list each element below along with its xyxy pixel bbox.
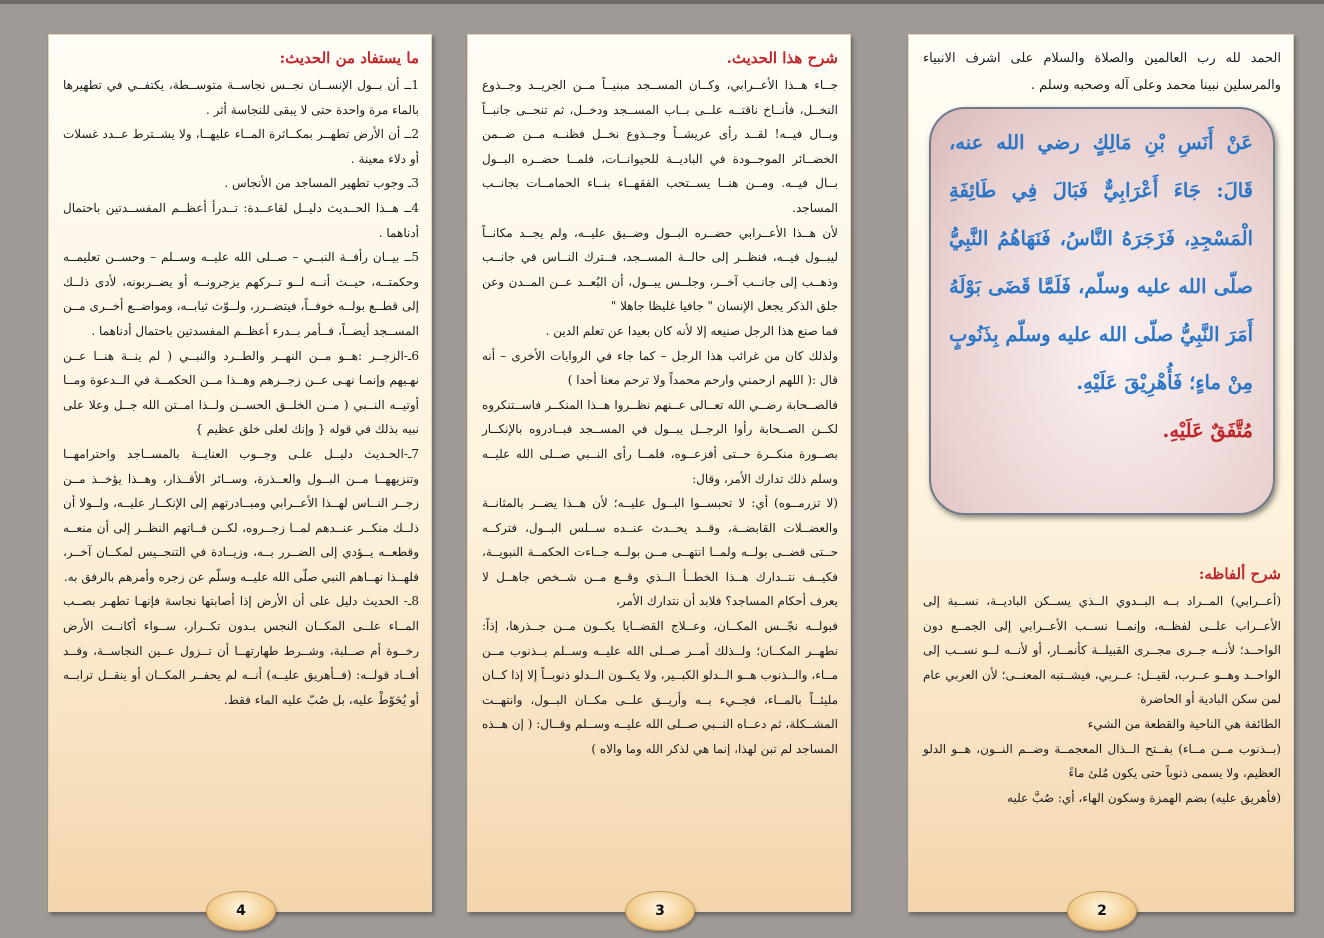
explanation-paragraph: فالصــحابة رضــي الله تعــالى عــنهم نظــروا هــذا المنكــر فاســتنكروه لكــن الصــحابة رأوا الرجــل يبــول في المســجد فبــادروه بالإنكــار بصــورة منكــرة حــتى أفزعــوه، فلمــا رأى النــبي صــلى الله عليــه وسلم ذلك تدارك الأمر، وقال: [482, 397, 838, 486]
page-3-panel [467, 34, 851, 919]
explanation-paragraph: (لا تزرمــوه) أي: لا تحبســوا البــول عليــه؛ لأن هــذا يضــر بالمثانــة والعضــلات القابضــة، وقــد يحــدث عنــده ســلس البــول، فتركــه حــتى قضــى بولــه ولمــا انتهــى مــن بولــه جــاءت الحكمــة النبويــة، فكيــف نتــدارك هــذا الخطــأ الــذي وقــع مــن شــخص جاهــل لا يعرف أحكام المساجد؟ فلابد أن نتدارك الأمر، [482, 496, 838, 609]
explanation-paragraph: جــاء هــذا الأعــرابي، وكــان المســجد مبنيــاً مــن الجريــد وجــذوع النخــل، فأنــاخ ناقتــه علــى بــاب المســجد ودخــل، ثم تنحــى جانبــاً وبــال فيــه! لقــد رأى عريشــاً وجــذوع نخــل فظنــه مــن ضــمن الخضــائر الموجــودة في الباديــة للحيوانــات، فلمــا حضــره البــول بــال فيــه. ومــن هنــا يســتحب الفقهــاء بنــاء الحمامــات بجانــب المساجد. [482, 78, 838, 215]
page-number-badge: 3 [625, 891, 695, 931]
vocabulary-heading: شرح ألفاظه: [1198, 565, 1281, 583]
vocabulary-item: (أعــرابي) المــراد بــه البــدوي الــذي يســكن الباديــة، نســبة إلى الأعــراب علــى لفظــه، وإنمــا نســب الأعــرابي إلى الجمــع دون الواحــد؛ لأنــه جــرى مجــرى القبيلــة كأنمــار، أو لأنــه لــو نســب إلى الواحــد وهــو عــرب، لقيــل: عــربي، فيشــتبه المعنــى؛ لأن العربي عام لمن سكن البادية أو الحاضرة [923, 594, 1281, 707]
explanation-paragraph: فبولــه نجّــس المكــان، وعــلاج القضــايا يكــون مــن جــذرها، إذاً: نطهــر المكــان؛ ولــذلك أمــر صــلى الله عليــه وســلم بــذنوب مــن مــاء، والــذنوب هــو الــدلو الكبــير، ولا يكــون الــدلو ذنوبــاً إلا إذا كــان مليئــاً بالمــاء، فجــيء بــه وأريــق علــى مكــان البــول، وانتهــت المشــكلة، ثم دعــاه النــبي صــلى الله عليــه وســلم وقــال: ( إن هــذه المساجد لم تبن لهذا، إنما هي لذكر الله وما والاه ) [481, 619, 838, 757]
explanation-paragraph: لأن هــذا الأعــرابي حضــره البــول وضــيق عليــه، ولم يجــد مكانــاً ليبــول فيــه، فنظــر إلى حالــة المســجد، فــترك النــاس في جانــب وذهــب إلى جانــب آخــر، وجلــس يبــول، أن البُعــد عــن المــدن وعن جلق الذكر يجعل الإنسان " جافيا غليظا جاهلا " [482, 225, 838, 314]
benefit-item: 8ـ- الحديث دليل على أن الأرض إذا أصابتها نجاسة فإنهـا تطهـر بصــب المــاء علــى المكــان النجس بـدون تكــرار، ســواء أكانــت الأرض رخــوة أم صــلبة، وشــرط طهارتهــا أن تــزول عــين النجاســة، وقــد أفــاد قولــه: (فــأهريق عليــه) أنــه لم يحفــر المكــان أو ينقــل ترابــه أو يُحَوّطْ عليه، بل صُبّ عليه الماء فقط. [63, 594, 419, 707]
explanation-paragraph: ولذلك كان من غرائب هذا الرجل – كما جاء في الروايات الأخرى – أنه قال :( اللهم ارحمني وارحم محمداً ولا ترحم معنا أحدا ) [482, 348, 838, 388]
page-number-badge: 4 [206, 891, 276, 931]
benefit-item: 7ـ-الحـديث دليــل علـى وجــوب العنايــة بالمســاجد واحترامهــا وتنزيههــا مــن البــول والعــذرة، وســائر الأقــذار، وهــذا يؤخــذ مــن زجــر النــاس لهــذا الأعــرابي ومبــادرتهم إلى الإنكــار عليــه، ولــولا أن ذلــك منكــر عنــدهم لمــا زجــروه، لكــن فــاتهم النظــر إلى أن منعــه وقطعــه يــؤدي إلى الضــرر بــه، وزيــادة في التنجــيس لمكــان آخــر، فلهــذا نهــاهم النبي صلّى الله عليــه وسلّم عن زجره وأمرهم بالرفق به. [63, 446, 419, 584]
benefit-item: 3ـ وجوب تطهير المساجد من الأنجاس . [224, 176, 419, 191]
explanation-paragraph: فما صنع هذا الرجل صنيعه إلا لأنه كان بعيدا عن تعلم الدين . [545, 323, 838, 338]
opening-praise: الحمد لله رب العالمين والصلاة والسلام على اشرف الانبياء والمرسلين نبينا محمد وعلى آله وصحبه وسلم . [923, 51, 1281, 93]
benefit-item: 5ــ بيــان رأفــة النبــي – صــلى الله عليــه وســلم – وحســن تعليمــه وحكمتــه، حيــث أنــه لــو تــركهم يزجرونــه أو يضــربونه، لأدى ذلــك إلى قطــع بولــه خوفــاً، فيتضــرر، ولــوّث ثيابــه، ومواضــع أخــرى مــن المســجد أيضــاً، فــأمر بــدرء أعظــم المفسدتين باحتمال أدناهما . [63, 250, 419, 338]
vocabulary-item: الطائفة هي الناحية والقطعة من الشيء [1087, 716, 1281, 731]
hadith-text-box [929, 107, 1275, 515]
page-4-panel [48, 34, 432, 919]
benefit-item: 6ـ-الزجــر :هــو مــن النهــر والطــرد والنبــي ( لم ينــة هنــا عــن نهـيهم وإنمـا نهـى عــن زجــرهم وهــذا مــن الحكمــة في الــدعوة ومــا أوتيــه النــبي ( مــن الخلــق الحســن ولــذا امــتن الله جــل وعلا على نبيه بذلك في قوله { وإنك لعلى خلق عظيم } [63, 348, 419, 437]
hadith-source: مُتَّفَقٌ عَلَيْهِ. [1162, 419, 1253, 442]
page-2-panel [908, 34, 1294, 919]
vocabulary-item: (بــذنوب مــن مــاء) بفــتح الــذال المعجمــة وضــم النــون، هــو الدلو العظيم، ولا يسمى ذنوباً حتى يكون مُلئ ماءً [923, 741, 1281, 781]
benefit-item: 4ــ هــذا الحــديث دليــل لقاعــدة: تــدرأ أعظــم المفســدتين باحتمال أدناهما . [63, 200, 419, 240]
page-number-badge: 2 [1067, 891, 1137, 931]
benefit-item: 1ــ أن بــول الإنســان نجــس نجاســة متوســطة، يكتفــي في تطهيرها بالماء مرة واحدة حتى لا يبقى للنجاسة أثر . [63, 78, 419, 117]
window-top-strip [0, 0, 1324, 4]
benefit-item: 2ــ أن الأرض تطهــر بمكــاثرة المــاء عليهــا، ولا يشــترط عــدد غسلات أو دلاء معينة . [63, 127, 419, 166]
hadith-text: عَنْ أَنَسِ بْنِ مَالِكٍ رضي الله عنه، قَالَ: جَاءَ أَعْرَابِيٌّ فَبَالَ فِي طَائِفَةِ الْمَسْجِدِ، فَزَجَرَهُ النَّاسُ، فَنَهَاهُمُ النَّبِيُّ صلّى الله عليه وسلّم، فَلَمَّا قَضَى بَوْلَهُ أَمَرَ النَّبِيُّ صلّى الله عليه وسلّم بِذَنُوبٍ مِنْ ماءٍ؛ فَأُهْرِيْقَ عَلَيْهِ. [949, 131, 1253, 394]
explanation-heading: شرح هذا الحديث. [726, 49, 838, 67]
benefits-heading: ما يستفاد من الحديث: [279, 49, 419, 67]
vocabulary-item: (فأهريق عليه) بضم الهمزة وسكون الهاء، أي: صُبَّ عليه [1007, 790, 1281, 805]
